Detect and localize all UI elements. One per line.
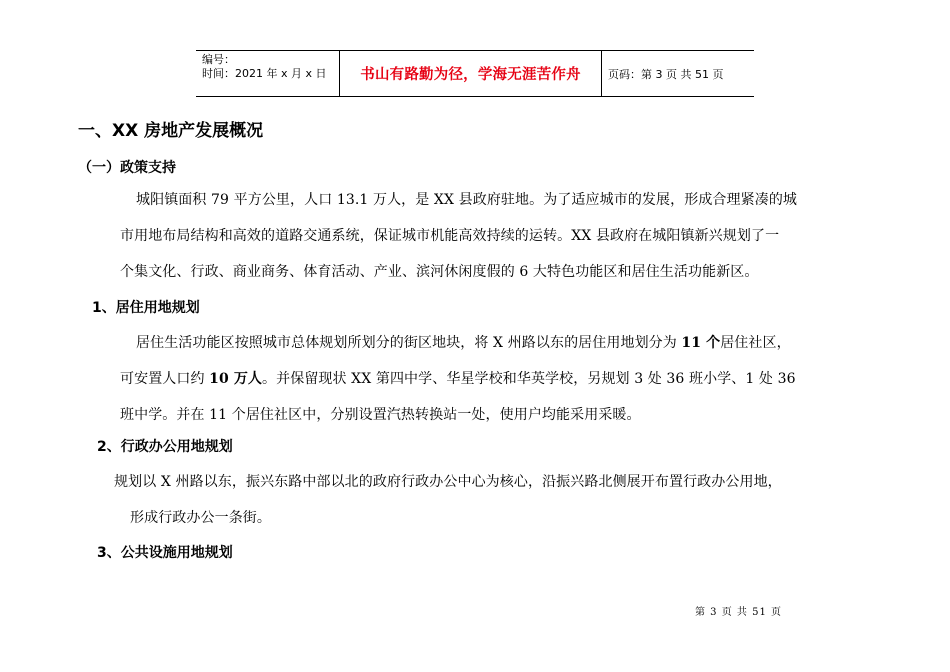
item-title-public-facilities: 3、公共设施用地规划 (97, 545, 233, 561)
policy-paragraph (120, 182, 872, 290)
administrative-paragraph (114, 464, 874, 536)
paragraph-line: 城阳镇面积 79 平方公里，人口 13.1 万人，是 XX 县政府驻地。为了适应城市的发展，形成合理紧凑的城 (136, 192, 798, 208)
document-number-label: 编号： (202, 53, 235, 66)
header-meta-cell (196, 51, 340, 96)
paragraph-line (120, 325, 872, 361)
residential-paragraph (120, 325, 872, 433)
header-motto-cell (340, 51, 602, 96)
paragraph-line (120, 361, 872, 397)
header-page-cell (602, 51, 754, 96)
paragraph-line: 市用地布局结构和高效的道路交通系统，保证城市机能高效持续的运转。XX 县政府在城阳镇新兴规划了一 (120, 228, 780, 244)
text-run: 居住生活功能区按照城市总体规划所划分的街区地块，将 X 州路以东的居住用地划分为 (136, 335, 682, 351)
paragraph-line: 形成行政办公一条街。 (130, 510, 271, 526)
text-run: 居住社区， (720, 335, 791, 351)
page-footer: 第 3 页 共 51 页 (695, 607, 782, 618)
text-run: 。并保留现状 XX 第四中学、华星学校和华英学校，另规划 3 处 36 班小学、1 处 36 (262, 371, 796, 387)
bold-text-run: 11 个 (681, 335, 721, 351)
subsection-title-policy: （一）政策支持 (78, 160, 176, 176)
document-time-label: 时间：2021 年 x 月 x 日 (202, 67, 327, 80)
header-motto: 书山有路勤为径，学海无涯苦作舟 (360, 67, 581, 83)
text-run: 可安置人口约 (120, 371, 210, 387)
bold-text-run: 10 万人 (209, 371, 263, 387)
page-header-table (196, 50, 754, 97)
item-title-residential: 1、居住用地规划 (92, 300, 200, 316)
section-title: 一、XX 房地产发展概况 (78, 121, 264, 141)
paragraph-line: 个集文化、行政、商业商务、体育活动、产业、滨河休闲度假的 6 大特色功能区和居住生活功能新区。 (120, 264, 759, 280)
paragraph-line: 规划以 X 州路以东，振兴东路中部以北的政府行政办公中心为核心，沿振兴路北侧展开布置行政办公用地， (114, 474, 782, 490)
header-page-info: 页码：第 3 页 共 51 页 (608, 67, 724, 81)
paragraph-line: 班中学。并在 11 个居住社区中，分别设置汽热转换站一处，使用户均能采用采暖。 (120, 407, 641, 423)
item-title-administrative: 2、行政办公用地规划 (97, 439, 233, 455)
